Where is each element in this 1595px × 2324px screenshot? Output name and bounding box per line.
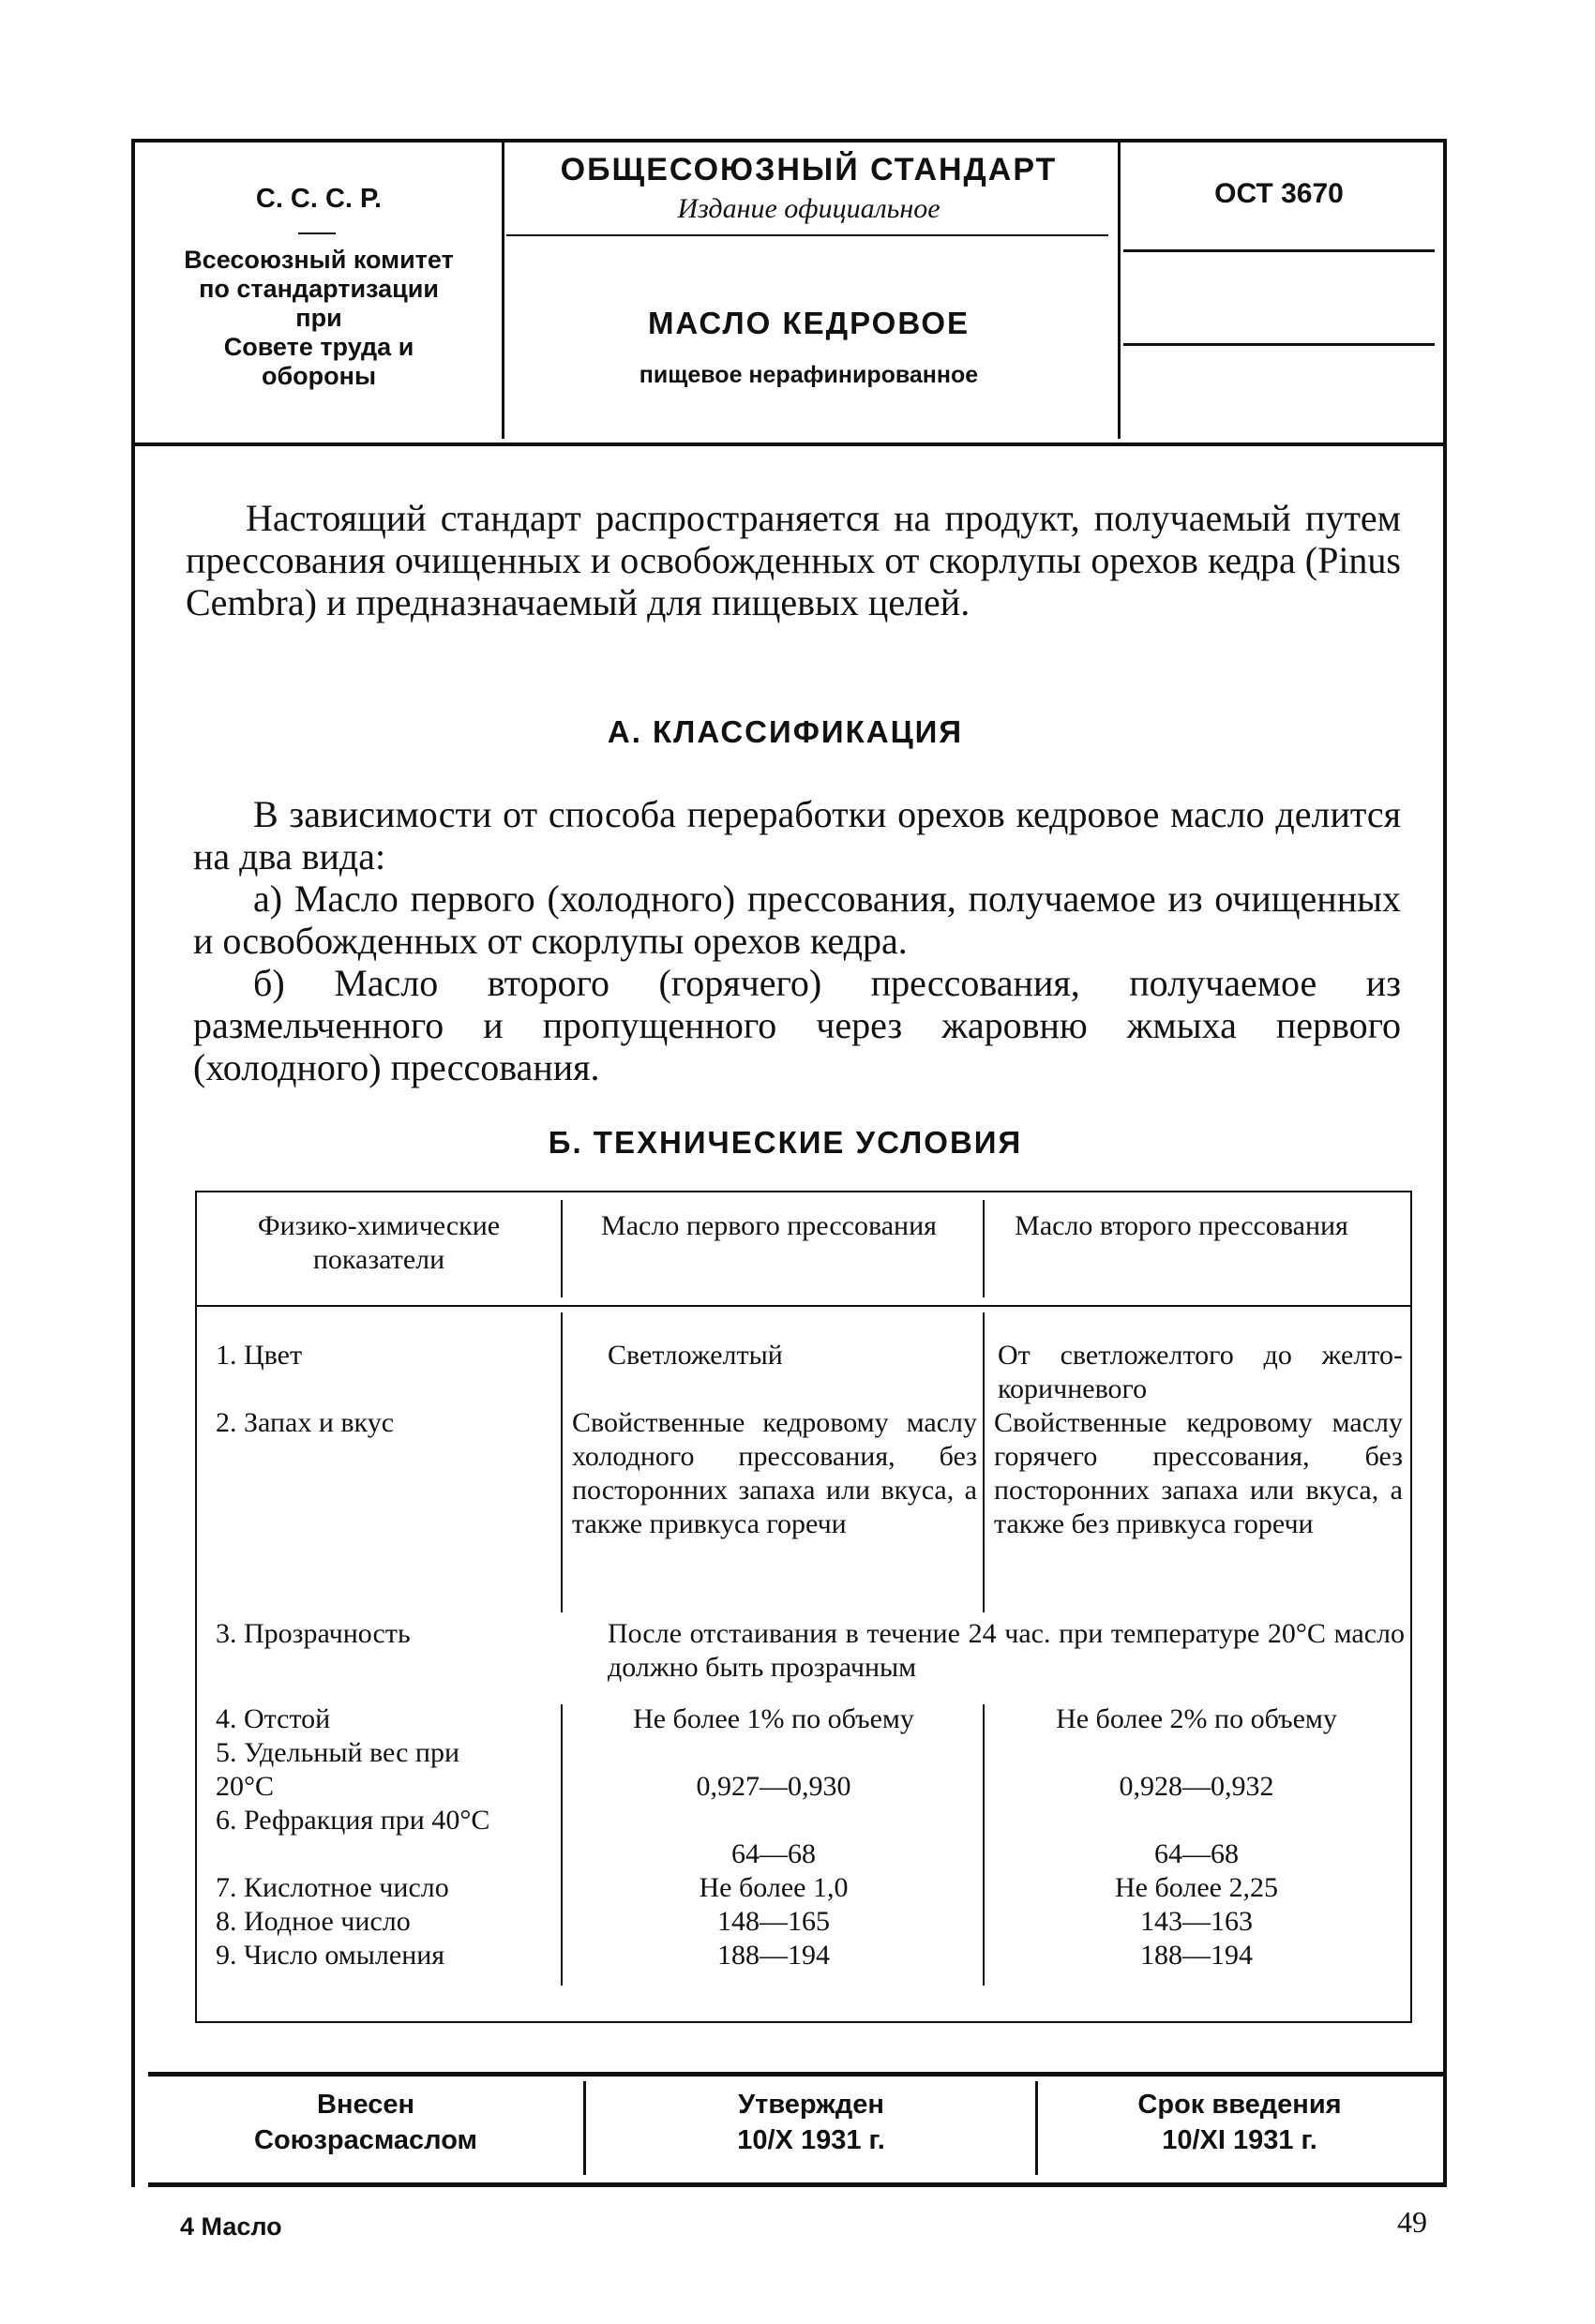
row-smell-taste-second: Свойственные кедровому маслу горячего прессования, без посторонних запаха или вкуса, а также без привкуса горечи [994,1407,1403,1539]
row-specific-gravity-second: 0,928—0,932 [1119,1771,1274,1802]
submitted-by: Союзрасмаслом [254,2125,477,2155]
standard-type: ОБЩЕСОЮЗНЫЙ СТАНДАРТ [560,152,1058,187]
table-col-divider-2-upper [983,1312,985,1612]
column-header-first-pressing: Масло первого прессования [601,1210,937,1241]
header-divider-right [1118,141,1121,439]
standard-code: ОСТ 3670 [1214,178,1344,209]
ussr-dash [298,232,336,234]
table-header-rule [195,1305,1412,1307]
row-saponification-second: 188—194 [1140,1940,1253,1971]
row-color-first: Светложелтый [608,1340,783,1371]
row-name-specific-gravity: 5. Удельный вес при 20°С [216,1737,460,1802]
committee-block [141,246,497,391]
committee-line: Совете труда и [223,333,414,361]
product-title: МАСЛО КЕДРОВОЕ [647,306,971,340]
row-sediment-first: Не более 1% по объему [633,1703,914,1734]
row-transparency-merged: После отстаивания в течение 24 час. при температуре 20°С масло должно быть прозрачным [608,1618,1405,1683]
classification-paragraph-2: а) Масло первого (холодного) прессования, получаемое из очищенных и освобожденных от скорлупы орехов кедра. [193,877,1401,962]
effective-block [1041,2087,1438,2158]
table-col-divider-1-header [561,1200,563,1297]
row-saponification-first: 188—194 [717,1940,830,1971]
approved-label: Утвержден [738,2090,884,2120]
table-right-border [1410,1192,1412,2021]
footer-divider-right [1035,2081,1038,2175]
effective-date: 10/XI 1931 г. [1162,2125,1317,2155]
committee-line: обороны [261,362,376,390]
column-header-indicators: Физико-химические показатели [257,1210,501,1275]
row-name-iodine-number: 8. Иодное число [216,1906,411,1937]
page-number: 49 [1397,2205,1427,2239]
table-col-divider-1-upper [561,1312,563,1612]
header-bottom-rule [131,442,1443,446]
effective-label: Срок введения [1137,2090,1342,2120]
column-header-second-pressing: Масло второго прессования [1015,1210,1348,1241]
approved-block [589,2087,1033,2158]
row-iodine-number-second: 143—163 [1140,1906,1253,1937]
row-name-transparency: 3. Прозрачность [216,1618,411,1649]
header-code-rule-2 [1123,343,1435,346]
row-sediment-second: Не более 2% по объему [1056,1703,1337,1734]
row-refraction-first: 64—68 [731,1838,816,1869]
approved-date: 10/X 1931 г. [737,2125,885,2155]
submitted-label: Внесен [317,2090,414,2120]
table-bottom-rule [195,2021,1412,2023]
row-color-second: От светложелтого до желто-коричневого [998,1340,1403,1404]
table-left-border [195,1192,197,2021]
submitted-block [150,2087,581,2158]
header-standard-rule [506,234,1108,236]
table-top-rule [195,1191,1412,1192]
section-a-title: А. КЛАССИФИКАЦИЯ [607,714,964,749]
row-refraction-second: 64—68 [1154,1838,1239,1869]
ussr-label: С. С. С. Р. [255,184,383,214]
committee-line: по стандартизации [199,275,439,303]
page-footer-left: 4 Масло [180,2212,282,2241]
row-acid-number-second: Не более 2,25 [1115,1872,1278,1903]
header-code-rule-1 [1123,249,1435,252]
product-subtitle: пищевое нерафинированное [639,362,979,388]
row-name-acid-number: 7. Кислотное число [216,1872,449,1903]
row-name-saponification-number: 9. Число омыления [216,1940,445,1971]
row-acid-number-first: Не более 1,0 [699,1872,849,1903]
row-name-refraction: 6. Рефракция при 40°С [216,1805,490,1836]
row-iodine-number-first: 148—165 [717,1906,830,1937]
footer-top-rule [148,2072,1443,2077]
table-col-divider-2-lower [983,1704,985,1986]
row-name-sediment: 4. Отстой [216,1703,331,1734]
section-b-title: Б. ТЕХНИЧЕСКИЕ УСЛОВИЯ [548,1125,1023,1160]
row-name-smell-taste: 2. Запах и вкус [216,1407,395,1438]
classification-paragraph-3: б) Масло второго (горячего) прессования, получаемое из размельченного и пропущенного через жаровню жмыха первого (холодного) прессования. [193,962,1401,1088]
intro-paragraph: Настоящий стандарт распространяется на продукт, получаемый путем прессования очищенных и освобожденных от скорлупы орехов кедра (Pinus Cembra) и предназначаемый для пищевых целей. [186,497,1401,623]
table-col-divider-1-lower [561,1704,563,1986]
header-divider-left [502,141,504,439]
committee-line: при [295,304,342,332]
footer-divider-left [583,2081,586,2175]
footer-bottom-rule [148,2182,1443,2187]
table-col-divider-2-header [983,1200,985,1297]
header-top-rule [131,139,1443,142]
edition-label: Издание официальное [677,193,940,224]
row-specific-gravity-first: 0,927—0,930 [696,1771,851,1802]
classification-paragraph-1: В зависимости от способа переработки орехов кедровое масло делится на два вида: [193,793,1401,877]
committee-line: Всесоюзный комитет [184,246,454,274]
row-smell-taste-first: Свойственные кедровому маслу холодного прессования, без посторонних запаха или вкуса, а также привкуса горечи [572,1407,977,1539]
row-name-color: 1. Цвет [216,1340,303,1371]
